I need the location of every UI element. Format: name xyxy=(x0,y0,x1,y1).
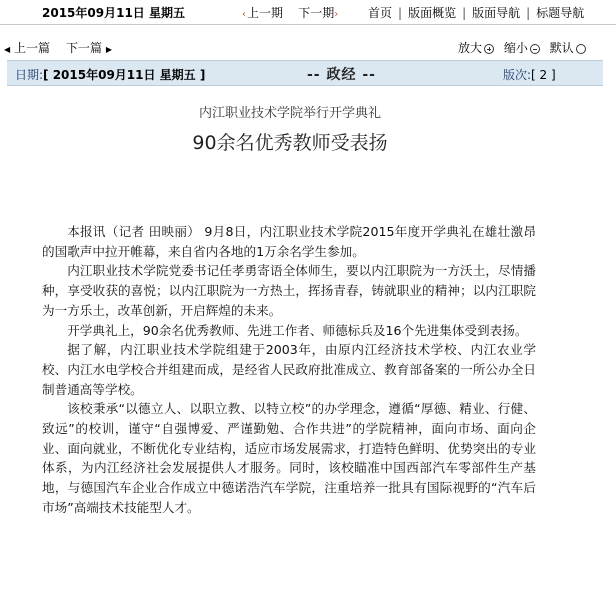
title-navigation-link[interactable]: 标题导航 xyxy=(536,6,585,20)
left-arrow-icon: ‹ xyxy=(242,9,246,20)
page-navigation-link[interactable]: 版面导航 xyxy=(472,6,521,20)
article-paragraph: 据了解，内江职业技术学院组建于2003年，由原内江经济技术学校、内江农业学校、内江水电学校合并组建而成，是经省人民政府批准成立、教育部备案的一所公办全日制普通高等学校。 xyxy=(42,342,536,397)
home-link[interactable]: 首页 xyxy=(368,6,393,20)
circle-icon xyxy=(576,44,586,54)
date-label: 日期: xyxy=(15,68,44,82)
right-arrow-icon: › xyxy=(334,9,339,20)
top-links xyxy=(368,4,584,21)
edition-info xyxy=(503,66,556,83)
article-paragraph: 开学典礼上，90余名优秀教师、先进工作者、师德标兵及16个先进集体受到表扬。 xyxy=(67,322,528,338)
article-paragraph: 本报讯（记者 田映丽） 9月8日，内江职业技术学院2015年度开学典礼在雄壮激昂的国歌声中拉开帷幕，来自省内各地的1万余名学生参加。 xyxy=(42,224,536,259)
issue-date: 2015年09月11日 星期五 xyxy=(42,6,185,20)
issue-navigation xyxy=(242,4,339,21)
next-issue-link[interactable] xyxy=(298,6,339,20)
next-article-label: 下一篇 xyxy=(66,41,103,55)
page-overview-link[interactable]: 版面概览 xyxy=(408,6,457,20)
article-subtitle: 内江职业技术学院举行开学典礼 xyxy=(198,106,381,121)
plus-circle-icon xyxy=(484,44,494,54)
top-bar xyxy=(0,0,616,25)
zoom-controls xyxy=(458,39,592,56)
edition-label: 版次: xyxy=(503,68,532,82)
zoom-out-button[interactable] xyxy=(504,41,540,55)
article-paragraph: 内江职业技术学院党委书记任孝勇寄语全体师生，要以内江职院为一方沃土，尽情播种，享受收获的喜悦；以内江职院为一方热土，挥扬青春，铸就职业的精神；以内江职院为一方乐土，改革创新，开启辉煌的未来。 xyxy=(42,263,536,318)
prev-issue-label: 上一期 xyxy=(247,6,284,20)
next-issue-label: 下一期 xyxy=(298,6,335,20)
article-body xyxy=(42,222,536,518)
article-paragraph: 该校秉承“以德立人、以职立教、以特立校”的办学理念，遵循“厚德、精业、行健、致远”的校训，谨守“自强博爱、严谨勤勉、合作共进”的学院精神，面向市场、面向企业、面向就业，不断优化专业结构，适应市场发展需求，打造特色鲜明、优势突出的专业体系，为内江经济社会发展提供人才服务。同时，该校瞄准中国西部汽车零部件生产基地，与德国汽车企业合作成立中德诺浩汽车学院，注重培养一批具有国际视野的“汽车后市场”高端技术技能型人才。 xyxy=(42,401,536,515)
next-article-link[interactable] xyxy=(66,39,112,56)
zoom-out-label: 缩小 xyxy=(503,41,528,55)
section-name: -- 政经 -- xyxy=(307,67,376,83)
minus-circle-icon xyxy=(530,44,540,54)
divider: | xyxy=(462,6,467,20)
left-triangle-icon: ◀ xyxy=(4,45,11,54)
info-date xyxy=(15,66,205,83)
right-triangle-icon: ▶ xyxy=(105,45,112,54)
zoom-in-label: 放大 xyxy=(458,41,483,55)
divider: | xyxy=(526,6,531,20)
article-title: 90余名优秀教师受表扬 xyxy=(192,132,388,154)
default-size-button[interactable] xyxy=(550,41,586,55)
prev-article-link[interactable] xyxy=(4,39,50,56)
zoom-in-button[interactable] xyxy=(458,41,494,55)
prev-issue-link[interactable] xyxy=(242,6,283,20)
info-bar xyxy=(7,60,603,86)
divider: | xyxy=(398,6,403,20)
article-nav-row xyxy=(0,36,616,56)
date-value: [ 2015年09月11日 星期五 ] xyxy=(43,68,206,82)
edition-value: [ 2 ] xyxy=(531,68,556,82)
prev-article-label: 上一篇 xyxy=(13,41,50,55)
default-size-label: 默认 xyxy=(549,41,574,55)
